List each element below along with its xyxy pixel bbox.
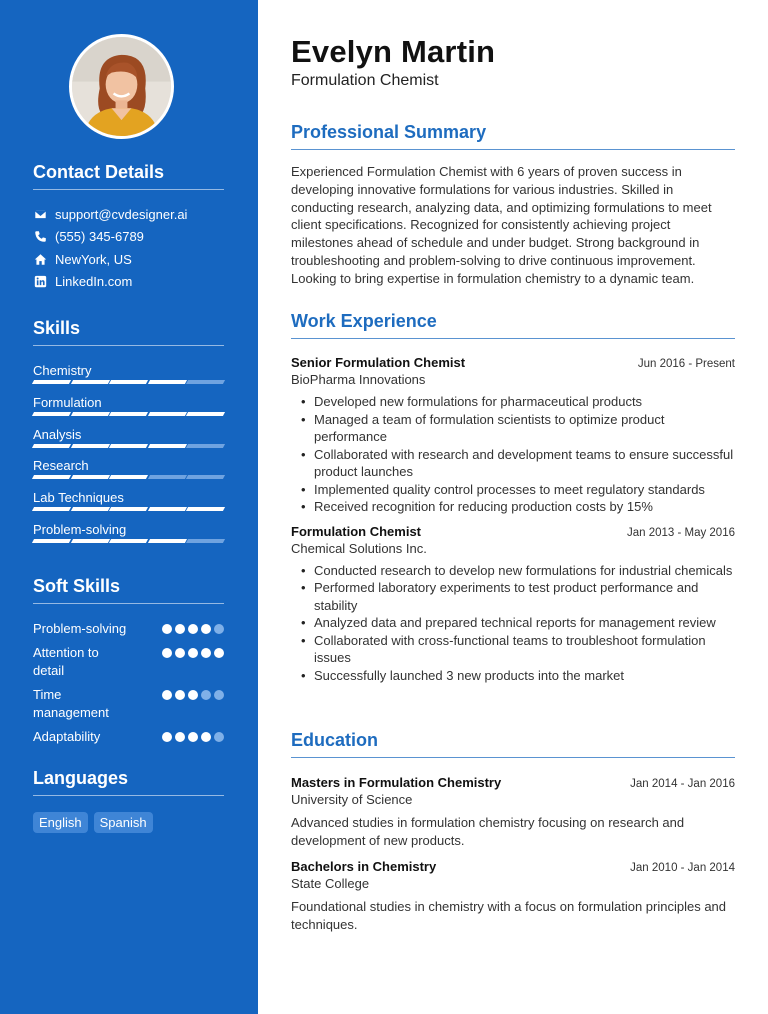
education-date: Jan 2014 - Jan 2016 — [630, 778, 735, 790]
skill-item — [33, 458, 224, 490]
rating-dot — [162, 732, 172, 742]
rating-dot — [175, 624, 185, 634]
contact-email-text: support@cvdesigner.ai — [55, 206, 188, 222]
phone-icon — [33, 230, 47, 244]
skill-bar-segment — [109, 412, 148, 416]
avatar — [69, 34, 174, 139]
skill-bar-segment — [186, 444, 225, 448]
job-bullet: • Developed new formulations for pharmaceutical products — [301, 393, 735, 411]
contact-phone[interactable] — [33, 226, 224, 249]
soft-skill-name: Adaptability — [33, 729, 101, 744]
jobs-list — [291, 355, 735, 684]
contact-phone-text: (555) 345-6789 — [55, 229, 144, 245]
job-bullet: • Conducted research to develop new formulations for industrial chemicals — [301, 562, 735, 580]
skills-title: Skills — [33, 318, 224, 346]
contact-email[interactable] — [33, 203, 224, 226]
contact-list — [33, 203, 224, 293]
soft-skill-name: Time management — [33, 687, 109, 720]
skill-name: Chemistry — [33, 363, 92, 378]
skill-level-bar — [33, 475, 224, 479]
skill-bar-segment — [148, 380, 187, 384]
contact-location-text: NewYork, US — [55, 251, 132, 267]
skill-bar-segment — [32, 475, 71, 479]
home-icon — [33, 252, 47, 266]
soft-skill-item — [33, 728, 224, 746]
candidate-name: Evelyn Martin — [291, 34, 496, 69]
rating-dot — [162, 624, 172, 634]
job-entry — [291, 524, 735, 685]
languages-section — [33, 768, 224, 833]
soft-skill-name: Problem-solving — [33, 621, 127, 636]
rating-dot — [188, 648, 198, 658]
education-entry — [291, 775, 735, 849]
skill-name: Problem-solving — [33, 521, 127, 537]
skill-bar-segment — [32, 380, 71, 384]
education-section — [291, 730, 735, 933]
skill-bar-segment — [71, 412, 110, 416]
soft-skill-rating — [162, 732, 224, 746]
job-header — [291, 524, 735, 539]
envelope-icon — [33, 207, 47, 221]
skill-bar-segment — [109, 475, 148, 479]
education-list — [291, 775, 735, 933]
skills-list — [33, 363, 224, 554]
soft-skill-rating — [162, 648, 224, 680]
job-bullet: • Successfully launched 3 new products into the market — [301, 667, 735, 685]
rating-dot — [201, 648, 211, 658]
skill-bar-segment — [32, 539, 71, 543]
job-bullet: • Collaborated with research and development teams to ensure successful product launches — [301, 446, 735, 481]
summary-text: Experienced Formulation Chemist with 6 years of proven success in developing innovative formulations for various industries. Skilled in conducting research, analyzing data, and optimizing formulations to meet client specifications. Recognized for consistently achieving project milestones ahead of schedule and under budget. Strong background in troubleshooting and problem-solving to drive continuous improvement. Looking to bring expertise in formulation chemistry to a dynamic team. — [291, 164, 712, 286]
job-bullet: • Managed a team of formulation scientists to optimize product performance — [301, 411, 735, 446]
skill-bar-segment — [148, 475, 187, 479]
job-date: Jan 2013 - May 2016 — [626, 526, 735, 539]
rating-dot — [214, 648, 224, 658]
skill-name: Lab Techniques — [33, 490, 124, 506]
soft-skills-list — [33, 620, 224, 746]
skill-bar-segment — [71, 539, 110, 543]
job-bullet: • Implemented quality control processes to meet regulatory standards — [301, 481, 735, 499]
education-description: Advanced studies in formulation chemistry focusing on research and development of new products. — [291, 815, 685, 848]
candidate-role: Formulation Chemist — [291, 72, 439, 89]
rating-dot — [188, 690, 198, 700]
sidebar — [0, 0, 258, 1014]
skill-level-bar — [33, 507, 224, 511]
linkedin-icon — [33, 275, 47, 289]
soft-skill-item — [33, 644, 224, 680]
skill-item — [33, 395, 224, 427]
job-bullet: • Received recognition for reducing production costs by 15% — [301, 498, 735, 516]
skill-level-bar — [33, 444, 224, 448]
skill-bar-segment — [32, 412, 71, 416]
languages-title: Languages — [33, 768, 224, 796]
education-description: Foundational studies in chemistry with a focus on formulation principles and techniques. — [291, 899, 727, 932]
degree-title: Masters in Formulation Chemistry — [291, 775, 502, 790]
rating-dot — [175, 648, 185, 658]
language-tag: English — [33, 812, 88, 833]
education-title: Education — [291, 730, 735, 758]
skill-bar-segment — [71, 380, 110, 384]
skill-item — [33, 363, 224, 395]
rating-dot — [175, 732, 185, 742]
skill-name: Formulation — [33, 394, 102, 410]
rating-dot — [214, 624, 224, 634]
skill-bar-segment — [148, 539, 187, 543]
skill-bar-segment — [109, 539, 148, 543]
rating-dot — [201, 690, 211, 700]
skill-bar-segment — [148, 444, 187, 448]
rating-dot — [214, 690, 224, 700]
rating-dot — [162, 690, 172, 700]
contact-linkedin-text: LinkedIn.com — [55, 274, 133, 290]
skill-bar-segment — [186, 380, 225, 384]
rating-dot — [162, 648, 172, 658]
job-header — [291, 355, 735, 370]
summary-section — [291, 122, 735, 288]
skill-bar-segment — [32, 444, 71, 448]
skill-bar-segment — [71, 507, 110, 511]
job-bullets — [291, 562, 735, 685]
soft-skill-rating — [162, 624, 224, 638]
skill-name: Research — [33, 458, 89, 474]
contact-location — [33, 248, 224, 271]
job-title: Senior Formulation Chemist — [291, 355, 466, 370]
job-company: Chemical Solutions Inc. — [291, 540, 427, 556]
rating-dot — [201, 732, 211, 742]
rating-dot — [188, 624, 198, 634]
skill-bar-segment — [186, 475, 225, 479]
job-bullet: • Collaborated with cross-functional teams to troubleshoot formulation issues — [301, 632, 735, 667]
skill-bar-segment — [186, 539, 225, 543]
soft-skill-rating — [162, 690, 224, 722]
job-entry — [291, 355, 735, 516]
skill-name: Analysis — [33, 426, 82, 442]
soft-skill-item — [33, 686, 224, 722]
education-header — [291, 859, 735, 874]
soft-skills-section — [33, 576, 224, 752]
contact-title: Contact Details — [33, 162, 224, 190]
education-header — [291, 775, 735, 790]
soft-skill-item — [33, 620, 224, 638]
soft-skills-title: Soft Skills — [33, 576, 224, 604]
skill-bar-segment — [109, 380, 148, 384]
contact-linkedin[interactable] — [33, 271, 224, 294]
rating-dot — [175, 690, 185, 700]
skill-item — [33, 490, 224, 522]
job-bullet: • Analyzed data and prepared technical reports for management review — [301, 614, 735, 632]
rating-dot — [201, 624, 211, 634]
skill-bar-segment — [71, 444, 110, 448]
skill-bar-segment — [186, 507, 225, 511]
skill-level-bar — [33, 412, 224, 416]
skill-item — [33, 427, 224, 459]
education-entry — [291, 859, 735, 933]
job-bullet: • Performed laboratory experiments to test product performance and stability — [301, 579, 735, 614]
soft-skill-name: Attention to detail — [33, 645, 99, 678]
skill-item — [33, 522, 224, 554]
rating-dot — [188, 732, 198, 742]
skill-bar-segment — [109, 444, 148, 448]
school-name: State College — [291, 876, 370, 891]
degree-title: Bachelors in Chemistry — [291, 859, 437, 874]
skill-level-bar — [33, 380, 224, 384]
profile-photo — [72, 37, 171, 136]
education-date: Jan 2010 - Jan 2014 — [630, 862, 735, 874]
skill-level-bar — [33, 539, 224, 543]
skill-bar-segment — [32, 507, 71, 511]
job-company: BioPharma Innovations — [291, 372, 426, 387]
experience-title: Work Experience — [291, 311, 735, 339]
job-title: Formulation Chemist — [291, 523, 422, 539]
skill-bar-segment — [109, 507, 148, 511]
experience-section — [291, 311, 735, 684]
language-tag: Spanish — [94, 812, 153, 833]
contact-section — [33, 162, 224, 293]
skill-bar-segment — [148, 412, 187, 416]
job-bullets — [291, 393, 735, 516]
job-date: Jun 2016 - Present — [637, 358, 735, 370]
rating-dot — [214, 732, 224, 742]
skill-bar-segment — [186, 412, 225, 416]
summary-title: Professional Summary — [291, 122, 735, 150]
skill-bar-segment — [71, 475, 110, 479]
skill-bar-segment — [148, 507, 187, 511]
school-name: University of Science — [291, 792, 413, 807]
skills-section — [33, 318, 224, 554]
languages-list — [33, 812, 224, 833]
